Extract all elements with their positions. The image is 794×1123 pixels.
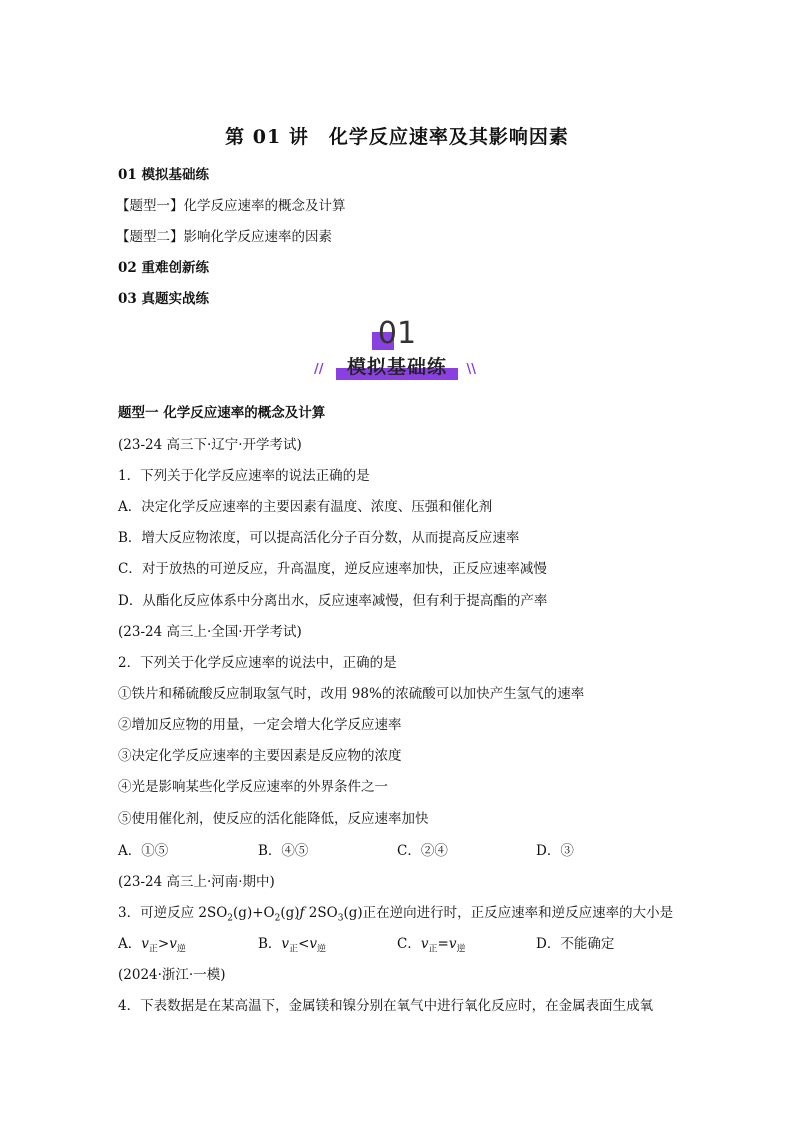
q2-option-d: D．③: [536, 843, 574, 859]
q3-sub-3: 3: [337, 913, 344, 924]
q3-option-c-sub2: 逆: [456, 944, 466, 955]
q3-option-a-v: v: [141, 936, 149, 952]
section-heading: 题型一 化学反应速率的概念及计算: [118, 405, 326, 421]
q2-item-4: ④光是影响某些化学反应速率的外界条件之一: [118, 779, 388, 795]
q3-equilibrium-arrow: ƒ: [299, 905, 305, 921]
outline-item-2: 【题型一】化学反应速率的概念及计算: [116, 198, 346, 214]
q2-item-2: ②增加反应物的用量，一定会增大化学反应速率: [118, 717, 402, 733]
q3-option-b-sub1: 正: [289, 944, 299, 955]
banner-label: 模拟基础练: [346, 356, 447, 378]
q3-sub-2: 2: [274, 913, 281, 924]
outline-item-5: 03 真题实战练: [118, 291, 209, 307]
banner-left-mark: //: [314, 362, 324, 377]
q3-source: (23-24 高三上·河南·期中): [118, 874, 275, 890]
q2-item-5: ⑤使用催化剂，使反应的活化能降低，反应速率加快: [118, 811, 429, 827]
q4-stem: 4．下表数据是在某高温下，金属镁和镍分别在氧气中进行氧化反应时，在金属表面生成氧: [118, 998, 654, 1014]
page-title: 第 01 讲 化学反应速率及其影响因素: [225, 126, 569, 148]
q3-option-a-v2: v: [169, 936, 177, 952]
q2-option-b: B．④⑤: [258, 843, 309, 859]
q3-option-a-label: A．: [118, 936, 142, 952]
q2-option-a: A．①⑤: [118, 843, 169, 859]
q3-option-a-sub1: 正: [148, 944, 158, 955]
q1-option-b: B．增大反应物浓度，可以提高活化分子百分数，从而提高反应速率: [118, 530, 520, 546]
q3-option-a-rel: >: [157, 936, 170, 952]
q3-stem-part-5: (g)正在逆向进行时，正反应速率和逆反应速率的大小是: [343, 905, 674, 921]
section-banner: [300, 312, 494, 384]
outline-item-4: 02 重难创新练: [118, 260, 209, 276]
q3-option-b-v2: v: [309, 936, 318, 952]
q3-option-c-label: C．: [397, 936, 421, 952]
q3-option-b-rel: <: [298, 936, 310, 952]
q1-source: (23-24 高三下·辽宁·开学考试): [118, 437, 302, 453]
q2-source: (23-24 高三上·全国·开学考试): [118, 624, 302, 640]
q3-option-b: [258, 935, 326, 959]
banner-right-mark: \\: [466, 362, 476, 377]
q3-option-b-sub2: 逆: [317, 944, 327, 955]
q3-stem-part-1: 3．可逆反应 2SO: [118, 905, 228, 921]
q2-item-1: ①铁片和稀硫酸反应制取氢气时，改用 98%的浓硫酸可以加快产生氢气的速率: [118, 686, 585, 702]
q3-option-c-v: v: [420, 936, 429, 952]
q3-stem-part-4: 2SO: [304, 905, 338, 921]
outline-item-3: 【题型二】影响化学反应速率的因素: [116, 229, 332, 245]
q3-option-c-sub1: 正: [428, 944, 438, 955]
outline-item-1: 01 模拟基础练: [118, 167, 209, 183]
q3-option-d: D．不能确定: [536, 936, 615, 952]
q1-option-c: C．对于放热的可逆反应，升高温度，逆反应速率加快，正反应速率减慢: [118, 561, 547, 577]
q1-option-d: D．从酯化反应体系中分离出水，反应速率减慢，但有利于提高酯的产率: [118, 593, 548, 609]
q3-stem: [118, 904, 673, 928]
q3-option-c-v2: v: [448, 936, 457, 952]
q1-option-a: A．决定化学反应速率的主要因素有温度、浓度、压强和催化剂: [118, 499, 493, 515]
q3-option-a: [118, 935, 186, 959]
q3-option-c-rel: =: [437, 936, 449, 952]
q3-stem-part-2: (g)+O: [233, 905, 275, 921]
q2-stem: 2．下列关于化学反应速率的说法中，正确的是: [118, 655, 397, 671]
q3-option-c: [397, 935, 465, 959]
q3-option-a-sub2: 逆: [176, 944, 186, 955]
q2-option-c: C．②④: [397, 843, 448, 859]
q3-sub-1: 2: [227, 913, 234, 924]
q1-stem: 1．下列关于化学反应速率的说法正确的是: [118, 468, 370, 484]
banner-number: 01: [377, 316, 417, 351]
q2-item-3: ③决定化学反应速率的主要因素是反应物的浓度: [118, 748, 402, 764]
q3-option-b-v: v: [281, 936, 290, 952]
q3-option-b-label: B．: [258, 936, 282, 952]
q3-stem-part-3: (g): [280, 905, 300, 921]
q4-source: (2024·浙江·一模): [118, 967, 226, 983]
